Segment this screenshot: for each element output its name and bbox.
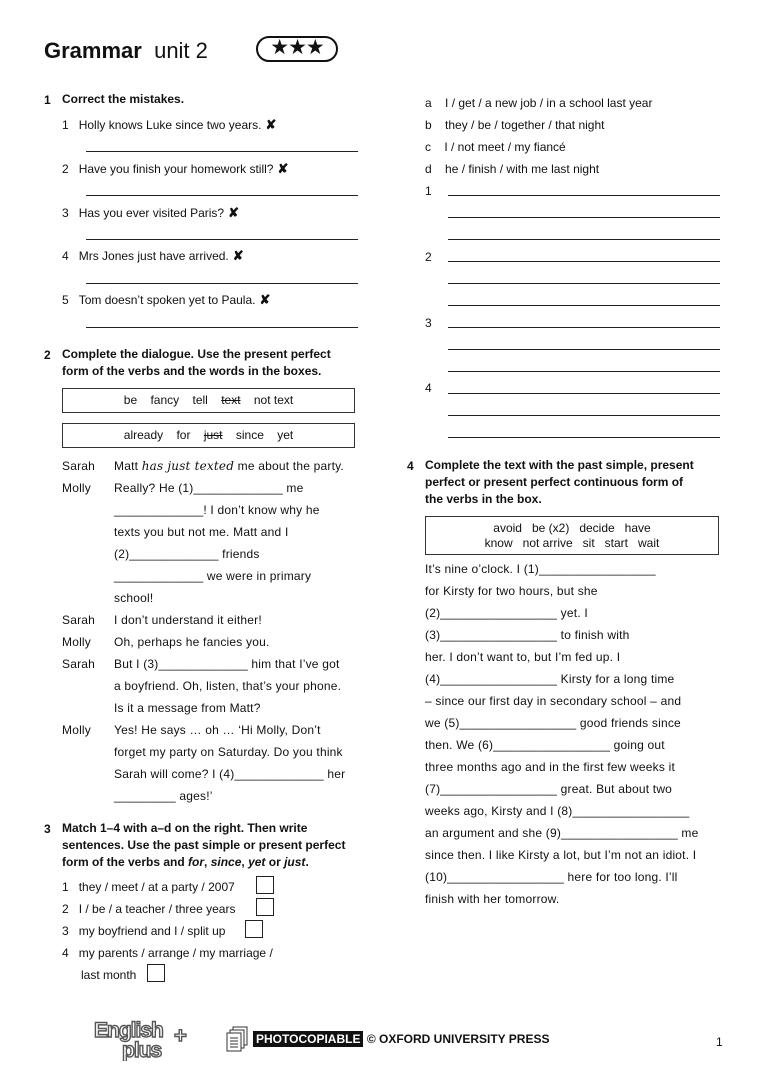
dialogue-line — [114, 459, 344, 473]
q4-text-line: (10)_________________ here for too long. I’ll — [425, 870, 678, 884]
answer-line[interactable] — [448, 217, 720, 218]
dialogue-speaker: Molly — [62, 723, 92, 737]
dialogue-line: _________ ages!’ — [114, 789, 213, 803]
q3-letter-item: c I / not meet / my fiancé — [425, 140, 566, 154]
q4-text-line: It’s nine o’clock. I (1)_________________ — [425, 562, 656, 576]
q3-letter-item: a I / get / a new job / in a school last year — [425, 96, 653, 110]
q3-item: 2 I / be / a teacher / three years — [62, 902, 236, 916]
title-unit: unit 2 — [154, 38, 208, 63]
q4-instruction-2: perfect or present perfect continuous form of — [425, 475, 684, 489]
dialogue-line: Yes! He says … oh … ‘Hi Molly, Don’t — [114, 723, 321, 737]
q4-text-line: (7)_________________ great. But about two — [425, 782, 673, 796]
q2-number: 2 — [44, 348, 51, 362]
answer-line[interactable] — [86, 151, 358, 152]
dialogue-line: Really? He (1)_____________ me — [114, 481, 304, 495]
q4-text-line: three months ago and in the first few weeks it — [425, 760, 675, 774]
q4-text-line: for Kirsty for two hours, but she — [425, 584, 598, 598]
answer-line[interactable] — [86, 283, 358, 284]
q2-word-box-adverbs: already for just since yet — [62, 423, 355, 448]
cross-icon: ✘ — [259, 292, 271, 307]
cross-icon: ✘ — [277, 161, 289, 176]
q4-box-line: know not arrive sit start wait — [484, 536, 660, 550]
q4-text-line: (2)_________________ yet. I — [425, 606, 588, 620]
q1-item: 5 Tom doesn’t spoken yet to Paula. ✘ — [62, 292, 271, 307]
page-title — [44, 38, 208, 64]
answer-box[interactable] — [245, 920, 263, 938]
q4-instruction-3: the verbs in the box. — [425, 492, 542, 506]
q4-text-line: her. I don’t want to, but I’m fed up. I — [425, 650, 621, 664]
q4-text-line: we (5)_________________ good friends since — [425, 716, 681, 730]
logo-plus-sign: + — [174, 1023, 187, 1048]
q1-item: 1 Holly knows Luke since two years. ✘ — [62, 117, 277, 132]
answer-line[interactable] — [86, 195, 358, 196]
answer-box[interactable] — [147, 964, 165, 982]
logo-text-plus: plus — [122, 1039, 162, 1061]
q3-number: 3 — [44, 822, 51, 836]
q4-text-line: then. We (6)_________________ going out — [425, 738, 665, 752]
answer-line[interactable] — [448, 415, 720, 416]
photocopiable-label: PHOTOCOPIABLE — [253, 1031, 363, 1047]
q4-text-line: finish with her tomorrow. — [425, 892, 560, 906]
q3-answer-number: 3 — [425, 316, 432, 330]
q4-text-line: an argument and she (9)_________________ me — [425, 826, 699, 840]
q3-letter-item: d he / finish / with me last night — [425, 162, 600, 176]
answer-line[interactable] — [448, 327, 720, 328]
dialogue-text: me about the party. — [237, 459, 344, 473]
dialogue-speaker: Sarah — [62, 613, 96, 627]
q1-number: 1 — [44, 93, 51, 107]
logo-text-english: English — [94, 1019, 163, 1042]
dialogue-line: But I (3)_____________ him that I’ve got — [114, 657, 340, 671]
footer-credit — [253, 1032, 549, 1046]
q4-text-line: (4)_________________ Kirsty for a long time — [425, 672, 675, 686]
dialogue-line: texts you but not me. Matt and I — [114, 525, 289, 539]
answer-line[interactable] — [448, 371, 720, 372]
q1-item: 4 Mrs Jones just have arrived. ✘ — [62, 248, 244, 263]
answer-line[interactable] — [86, 239, 358, 240]
q3-letter-item: b they / be / together / that night — [425, 118, 605, 132]
dialogue-line: a boyfriend. Oh, listen, that’s your phone. — [114, 679, 342, 693]
q4-text-line: since then. I like Kirsty a lot, but I’m not an idiot. I — [425, 848, 697, 862]
dialogue-line: I don’t understand it either! — [114, 613, 262, 627]
cross-icon: ✘ — [228, 205, 240, 220]
q3-answer-number: 1 — [425, 184, 432, 198]
answer-line[interactable] — [448, 195, 720, 196]
answer-line[interactable] — [448, 239, 720, 240]
q3-item: 3 my boyfriend and I / split up — [62, 924, 226, 938]
dialogue-line: school! — [114, 591, 154, 605]
answer-line[interactable] — [86, 327, 358, 328]
q3-item: last month — [81, 968, 137, 982]
q3-instruction-1: Match 1–4 with a–d on the right. Then write — [62, 821, 308, 835]
cross-icon: ✘ — [265, 117, 277, 132]
q3-answer-number: 4 — [425, 381, 432, 395]
answer-line[interactable] — [448, 305, 720, 306]
answer-line[interactable] — [448, 283, 720, 284]
q4-text-line: – since our first day in secondary school – and — [425, 694, 682, 708]
q3-answer-number: 2 — [425, 250, 432, 264]
q3-item: 4 my parents / arrange / my marriage / — [62, 946, 273, 960]
title-bold: Grammar — [44, 38, 142, 63]
dialogue-speaker: Sarah — [62, 459, 96, 473]
handwritten-example: has just texted — [141, 459, 235, 473]
answer-box[interactable] — [256, 898, 274, 916]
q4-text-line: (3)_________________ to finish with — [425, 628, 630, 642]
dialogue-line: forget my party on Saturday. Do you think — [114, 745, 343, 759]
q3-item: 1 they / meet / at a party / 2007 — [62, 880, 235, 894]
q4-word-box — [425, 516, 719, 555]
dialogue-line: _____________! I don’t know why he — [114, 503, 320, 517]
dialogue-line: Oh, perhaps he fancies you. — [114, 635, 270, 649]
q4-box-line: avoid be (x2) decide have — [493, 521, 651, 535]
publisher: © OXFORD UNIVERSITY PRESS — [366, 1032, 550, 1046]
dialogue-line: Is it a message from Matt? — [114, 701, 261, 715]
q4-instruction-1: Complete the text with the past simple, present — [425, 458, 694, 472]
dialogue-line: (2)_____________ friends — [114, 547, 260, 561]
dialogue-text: Matt — [114, 459, 139, 473]
dialogue-speaker: Molly — [62, 635, 92, 649]
answer-box[interactable] — [256, 876, 274, 894]
difficulty-stars-badge: ★★★ — [256, 36, 338, 62]
q4-text-line: weeks ago, Kirsty and I (8)_________________ — [425, 804, 690, 818]
answer-line[interactable] — [448, 261, 720, 262]
cross-icon: ✘ — [232, 248, 244, 263]
q3-instruction-3: form of the verbs and for, since, yet or just. — [62, 855, 309, 869]
q2-instruction-2: form of the verbs and the words in the boxes. — [62, 364, 322, 378]
answer-line[interactable] — [448, 349, 720, 350]
english-plus-logo — [92, 1017, 196, 1061]
photocopy-icon — [226, 1026, 250, 1052]
q2-instruction-1: Complete the dialogue. Use the present perfect — [62, 347, 331, 361]
answer-line[interactable] — [448, 437, 720, 438]
q1-item: 2 Have you finish your homework still? ✘ — [62, 161, 289, 176]
q3-instruction-2: sentences. Use the past simple or present perfect — [62, 838, 346, 852]
dialogue-line: _____________ we were in primary — [114, 569, 312, 583]
q1-item: 3 Has you ever visited Paris? ✘ — [62, 205, 240, 220]
q2-word-box-verbs: be fancy tell text not text — [62, 388, 355, 413]
q1-instruction: Correct the mistakes. — [62, 92, 185, 106]
page-number: 1 — [716, 1035, 723, 1049]
answer-line[interactable] — [448, 393, 720, 394]
q4-number: 4 — [407, 459, 414, 473]
dialogue-speaker: Molly — [62, 481, 92, 495]
dialogue-speaker: Sarah — [62, 657, 96, 671]
dialogue-line: Sarah will come? I (4)_____________ her — [114, 767, 346, 781]
